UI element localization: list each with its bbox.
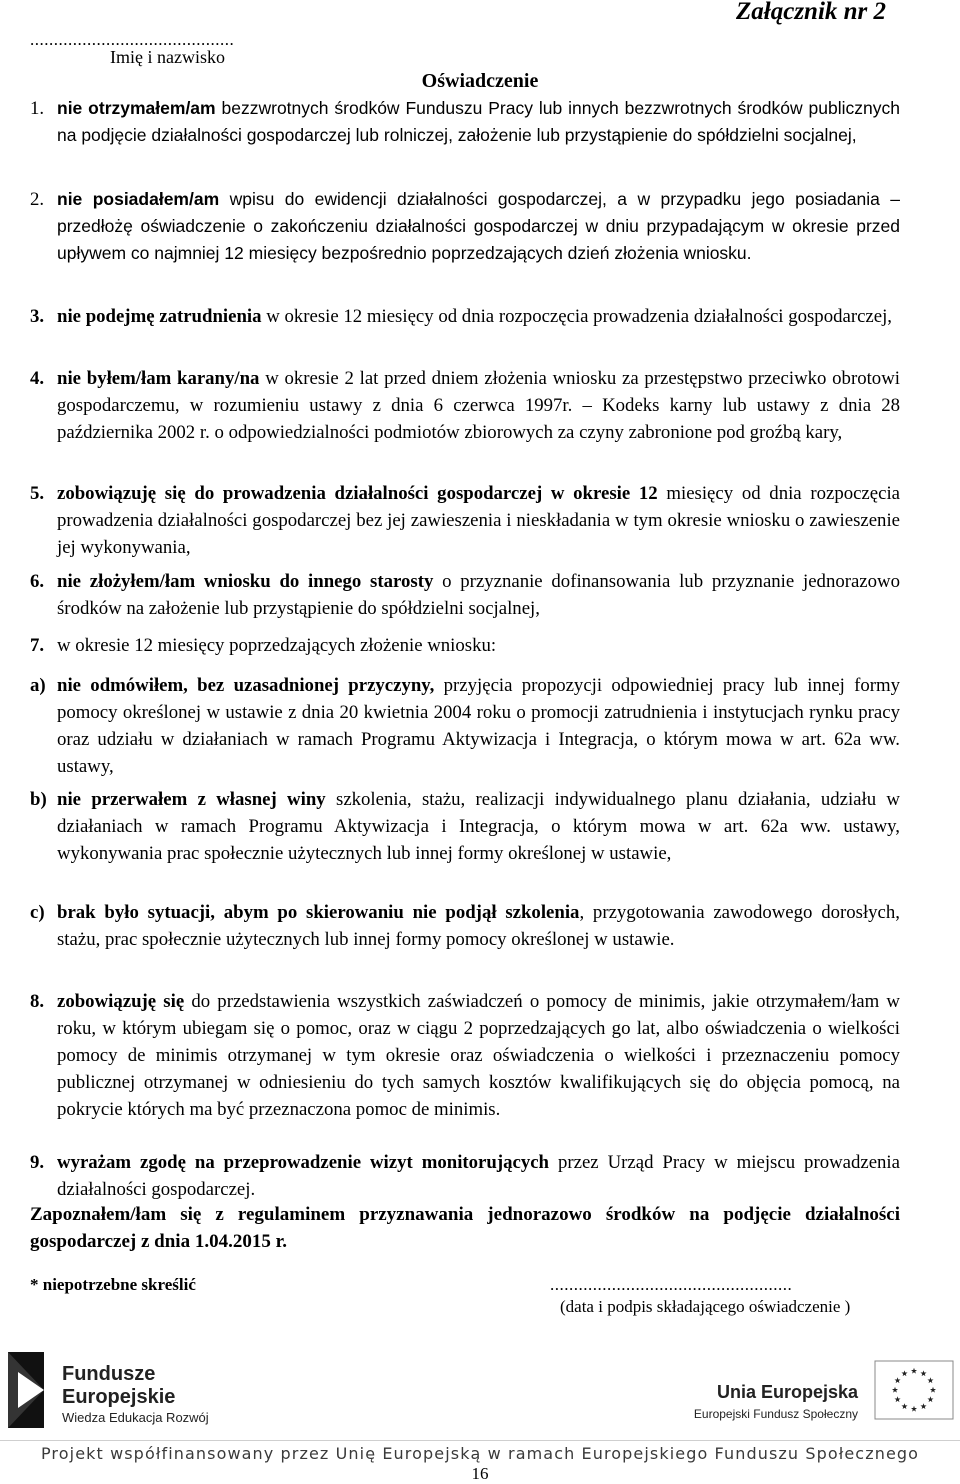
ue-logo-line1: Unia Europejska bbox=[716, 1382, 858, 1402]
signature-label: (data i podpis składającego oświadczenie ) bbox=[560, 1297, 851, 1316]
item-number: 1. bbox=[30, 98, 45, 119]
item-bold-text: nie odmówiłem, bez uzasadnionej przyczyny, bbox=[57, 675, 435, 696]
item-number: 3. bbox=[30, 306, 45, 327]
declaration-item-2 bbox=[30, 186, 900, 267]
item-number: 5. bbox=[30, 483, 45, 504]
footer-divider bbox=[0, 1440, 960, 1441]
unia-europejska-logo bbox=[686, 1378, 866, 1428]
page-title: Oświadczenie bbox=[421, 70, 539, 92]
item-bold-text: nie przerwałem z własnej winy bbox=[57, 789, 326, 810]
declaration-item-9 bbox=[30, 1149, 900, 1203]
acknowledgement-text: Zapoznałem/łam się z regulaminem przyznawania jednorazowo środków na podjęcie działalności gospodarczej z dnia 1.04.2015 r. bbox=[30, 1204, 900, 1252]
item-text: , przygotowania zawodowego dorosłych, stażu, prac społecznie użytecznych lub innej formy pomocy określonej w ustawie. bbox=[57, 902, 900, 950]
item-bold-text: zobowiązuję się bbox=[57, 991, 185, 1012]
declaration-item-4 bbox=[30, 365, 900, 446]
item-letter: a) bbox=[30, 675, 46, 696]
item-bold-text: nie podejmę zatrudnienia bbox=[57, 306, 262, 327]
declaration-item-7 bbox=[30, 632, 900, 659]
item-number: 7. bbox=[30, 635, 45, 656]
declaration-item-8 bbox=[30, 988, 900, 1123]
item-bold-text: brak było sytuacji, abym po skierowaniu nie podjął szkolenia bbox=[57, 902, 580, 923]
item-number: 9. bbox=[30, 1152, 45, 1173]
declaration-item-1 bbox=[30, 95, 900, 149]
project-footer-text: Projekt współfinansowany przez Unię Europejską w ramach Europejskiego Funduszu Społecznego bbox=[40, 1444, 920, 1463]
item-text: wpisu do ewidencji działalności gospodarczej, a w przypadku jego posiadania – przedłożę oświadczenie o zakończeniu działalności gospodarczej w dniu przypadającym w okresie przed upływem co najmniej 12 miesięcy bezpośrednio poprzedzających dzień złożenia wniosku. bbox=[57, 189, 900, 263]
declaration-item-7c bbox=[30, 899, 900, 953]
item-text: o przyznanie dofinansowania lub przyznanie jednorazowo środków na założenie lub przystąpienie do spółdzielni socjalnej, bbox=[57, 571, 900, 619]
signature-dotted-line: ................................................... bbox=[550, 1275, 793, 1294]
item-text: w okresie 12 miesięcy od dnia rozpoczęcia prowadzenia działalności gospodarczej, bbox=[261, 306, 892, 327]
fe-logo-line1: Fundusze bbox=[62, 1363, 156, 1385]
item-bold-text: nie złożyłem/łam wniosku do innego starosty bbox=[57, 571, 434, 592]
attachment-label: Załącznik nr 2 bbox=[736, 0, 887, 25]
item-letter: c) bbox=[30, 902, 45, 923]
item-text: w okresie 2 lat przed dniem złożenia wniosku za przestępstwo przeciwko obrotowi gospodarczemu, w rozumieniu ustawy z dnia 6 czerwca 1997r. – Kodeks karny lub ustawy z dnia 28 października 2002 r. o odpowiedzialności podmiotów zbiorowych za czyny zabronione pod groźbą kary, bbox=[57, 368, 900, 443]
declaration-item-3 bbox=[30, 303, 900, 330]
item-bold-text: nie otrzymałem/am bbox=[57, 98, 216, 118]
item-text: do przedstawienia wszystkich zaświadczeń o pomocy de minimis, jakie otrzymałem/łam w roku, w którym ubiegam się o pomoc, oraz w ciągu 2 poprzedzających go lat, albo oświadczenia o wielkości pomocy de minimis otrzymanej w tym okresie oraz oświadczenia o wielkości i przeznaczeniu pomocy publicznej otrzymanej w odniesieniu do tych samych kosztów kwalifikujących się do objęcia pomocą, na pokrycie których ma być przeznaczona pomoc de minimis. bbox=[57, 991, 900, 1120]
item-number: 6. bbox=[30, 571, 45, 592]
item-letter: b) bbox=[30, 789, 47, 810]
item-text: szkolenia, stażu, realizacji indywidualnego planu działania, udziału w działaniach w ramach Programu Aktywizacja i Integracja, o którym mowa w art. 62a ww. ustawy, wykonywania prac społecznie użytecznych lub innej formy określonej w ustawie, bbox=[57, 789, 900, 864]
page-number: 16 bbox=[471, 1464, 489, 1483]
item-text: przez Urząd Pracy w miejscu prowadzenia działalności gospodarczej. bbox=[57, 1152, 900, 1200]
fe-logo-line3: Wiedza Edukacja Rozwój bbox=[62, 1410, 209, 1425]
item-text: przyjęcia propozycji odpowiedniej pracy lub innej formy pomocy określonej w ustawie z dnia 20 kwietnia 2004 roku o promocji zatrudnienia i instytucjach rynku pracy oraz udziału w działaniach w ramach Programu Aktywizacja i Integracja, o którym mowa w art. 62a ww. ustawy, bbox=[57, 675, 901, 777]
item-bold-text: nie posiadałem/am bbox=[57, 189, 220, 209]
item-bold-text: zobowiązuję się do prowadzenia działalności gospodarczej w okresie 12 bbox=[57, 483, 658, 504]
declaration-item-5 bbox=[30, 480, 900, 561]
declaration-item-7a bbox=[30, 672, 900, 780]
item-number: 4. bbox=[30, 368, 45, 389]
item-text: w okresie 12 miesięcy poprzedzających złożenie wniosku: bbox=[57, 635, 497, 656]
declaration-item-7b bbox=[30, 786, 900, 867]
fe-logo-line2: Europejskie bbox=[62, 1386, 176, 1408]
footnote: * niepotrzebne skreślić bbox=[30, 1275, 196, 1294]
item-number: 2. bbox=[30, 189, 45, 210]
item-text: bezzwrotnych środków Funduszu Pracy lub innych bezzwrotnych środków publicznych na podjęcie działalności gospodarczej lub rolniczej, założenie lub przystąpienie do spółdzielni socjalnej, bbox=[57, 98, 900, 145]
name-dotted-line: ........................................... bbox=[30, 30, 235, 49]
item-number: 8. bbox=[30, 991, 45, 1012]
fundusze-europejskie-logo bbox=[4, 1350, 244, 1430]
ue-logo-line2: Europejski Fundusz Społeczny bbox=[693, 1407, 858, 1421]
name-label: Imię i nazwisko bbox=[110, 47, 225, 67]
item-text: miesięcy od dnia rozpoczęcia prowadzenia działalności gospodarczej bez jej zawieszenia i nieskładania w tym okresie wniosku o zawieszenie jej wykonywania, bbox=[57, 483, 900, 558]
item-bold-text: nie byłem/łam karany/na bbox=[57, 368, 260, 389]
declaration-item-6 bbox=[30, 568, 900, 622]
eu-flag-icon bbox=[874, 1360, 954, 1420]
item-bold-text: wyrażam zgodę na przeprowadzenie wizyt monitorujących bbox=[57, 1152, 549, 1173]
